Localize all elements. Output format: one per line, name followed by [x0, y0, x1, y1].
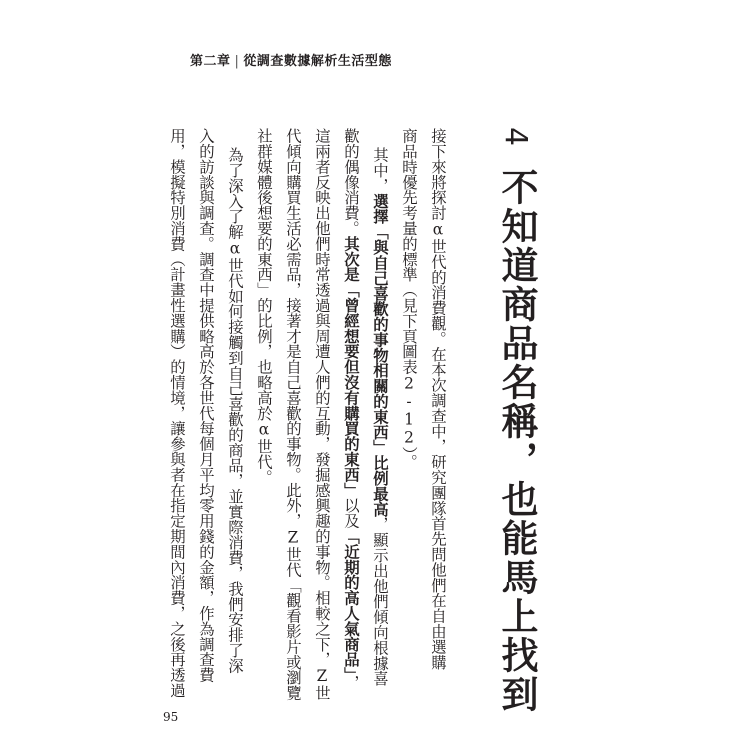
- section-number: 4: [498, 127, 533, 147]
- body-line-10: 用，模擬特別消費（計畫性選購）的情境，讓參與者在指定期間內消費，之後再透過: [168, 128, 186, 698]
- body-line-3-lead: 其中，: [371, 147, 389, 194]
- body-line-4-tail: ，: [342, 674, 360, 691]
- body-line-4-mid: 以及: [342, 497, 360, 529]
- body-line-3: [369, 147, 391, 686]
- body-line-3-tail: ，顯示出他們傾向根據喜: [371, 516, 389, 687]
- body-line-6: 代傾向購買生活必需品，接著才是自己喜歡的事物。此外，Z世代「觀看影片或瀏覽: [284, 128, 302, 701]
- highlight-popular-items: 「近期的高人氣商品」: [342, 528, 360, 675]
- running-head: [190, 50, 392, 69]
- body-line-1: 接下來將探討α世代的消費觀。在本次調查中，研究團隊首先問他們在自由選購: [429, 128, 447, 670]
- body-line-8: 為了深入了解α世代如何接觸到自己喜歡的商品，並實際消費，我們安排了深: [226, 147, 244, 674]
- body-line-4-lead: 歡的偶像消費。: [342, 128, 360, 236]
- body-line-2: 商品時優先考量的標準（見下頁圖表2-12）。: [400, 128, 418, 470]
- page-number: 95: [163, 710, 179, 724]
- chapter-title: 從調查數據解析生活型態: [243, 54, 392, 69]
- highlight-favorite-things: 選擇「與自己喜歡的事物相關的東西」比例最高: [371, 193, 389, 517]
- section-title: 不知道商品名稱，也能馬上找到: [495, 168, 538, 714]
- body-line-4: [340, 128, 362, 690]
- running-head-separator: |: [234, 54, 240, 69]
- body-line-9: 入的訪談與調查。調查中提供略高於各世代每個月平均零用錢的金額，作為調查費: [197, 128, 215, 683]
- highlight-wanted-not-bought: 其次是「曾經想要但沒有購買的東西」: [342, 235, 360, 498]
- body-line-7: 社群媒體後想要的東西」的比例，也略高於α世代。: [255, 128, 273, 485]
- chapter-label: 第二章: [190, 54, 231, 69]
- body-line-5: 這兩者反映出他們時常透過與周遭人們的互動，發掘感興趣的事物。相較之下，Z世: [313, 128, 331, 701]
